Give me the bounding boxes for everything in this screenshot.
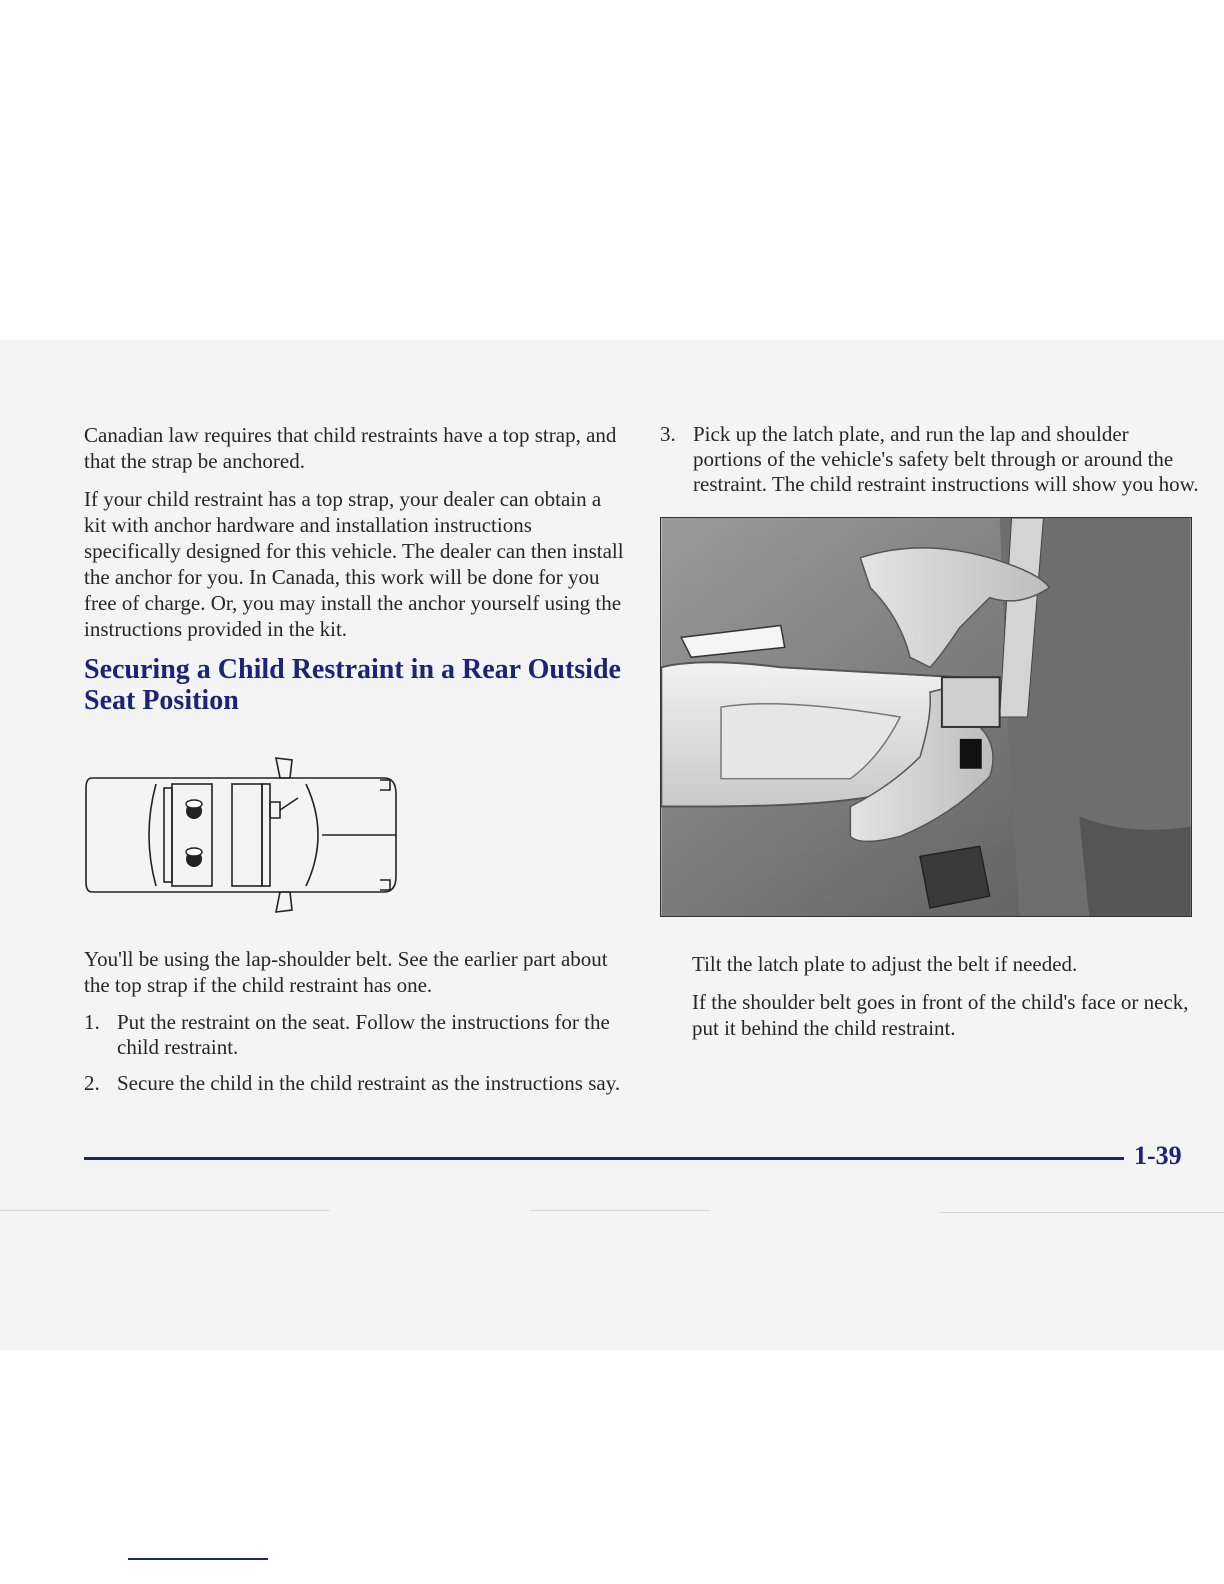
front-seat <box>232 784 262 886</box>
latch-plate-photo <box>660 517 1192 917</box>
section-heading: Securing a Child Restraint in a Rear Outside Seat Position <box>84 654 621 716</box>
floor-buckle <box>920 846 990 908</box>
step-text: Pick up the latch plate, and run the lap and shoulder portions of the vehicle's safety belt through or around the restraint. The child restraint instructions will show you how. <box>693 422 1199 496</box>
rear-window <box>149 784 156 886</box>
step-text: Secure the child in the child restraint as the instructions say. <box>117 1071 621 1095</box>
dash-line <box>280 798 298 810</box>
step-item <box>660 422 1200 497</box>
scan-artifact-line <box>0 1210 330 1211</box>
right-column <box>660 422 1200 1053</box>
top-strap-paragraph: If your child restraint has a top strap, your dealer can obtain a kit with anchor hardware and installation instructions specifically designed for this vehicle. The dealer can then install the anchor for you. In Canada, this work will be done for you free of charge. Or, you may install the anchor yourself using the instructions provided in the kit. <box>84 487 624 641</box>
step-item <box>84 1010 624 1060</box>
scan-artifact-line <box>530 1210 710 1211</box>
rear-seat <box>172 784 212 886</box>
step-number: 3. <box>660 422 676 446</box>
steps-list-continued <box>660 422 1200 497</box>
steps-list <box>84 1010 624 1096</box>
car-front-tab-bottom <box>380 880 390 890</box>
left-column <box>84 422 624 1107</box>
step-number: 1. <box>84 1010 100 1034</box>
vehicle-seat-diagram <box>84 754 404 914</box>
canadian-law-paragraph: Canadian law requires that child restraints have a top strap, and that the strap be anchored. <box>84 423 617 473</box>
rear-seat-back <box>164 788 172 882</box>
scan-artifact-line <box>940 1212 1224 1213</box>
left-mirror <box>276 758 292 778</box>
car-front-tab-top <box>380 780 390 790</box>
page-number: 1-39 <box>1134 1141 1182 1170</box>
step-item <box>84 1071 624 1096</box>
lap-shoulder-belt-paragraph: You'll be using the lap-shoulder belt. See the earlier part about the top strap if the child restraint has one. <box>84 947 608 997</box>
steering-column <box>270 802 280 818</box>
step-text: Put the restraint on the seat. Follow the instructions for the child restraint. <box>117 1010 610 1059</box>
seat-edge-highlight <box>1079 817 1190 917</box>
windshield <box>306 784 318 886</box>
latch-plate-slot <box>960 739 982 769</box>
front-seat-back <box>262 784 270 886</box>
shoulder-belt-paragraph: If the shoulder belt goes in front of the child's face or neck, put it behind the child restraint. <box>692 990 1189 1040</box>
footer-rule <box>84 1157 1124 1160</box>
step-number: 2. <box>84 1071 100 1095</box>
bottom-mark <box>128 1558 268 1560</box>
tilt-latch-paragraph: Tilt the latch plate to adjust the belt if needed. <box>692 952 1078 976</box>
latch-plate <box>942 677 1000 727</box>
right-mirror <box>276 892 292 912</box>
